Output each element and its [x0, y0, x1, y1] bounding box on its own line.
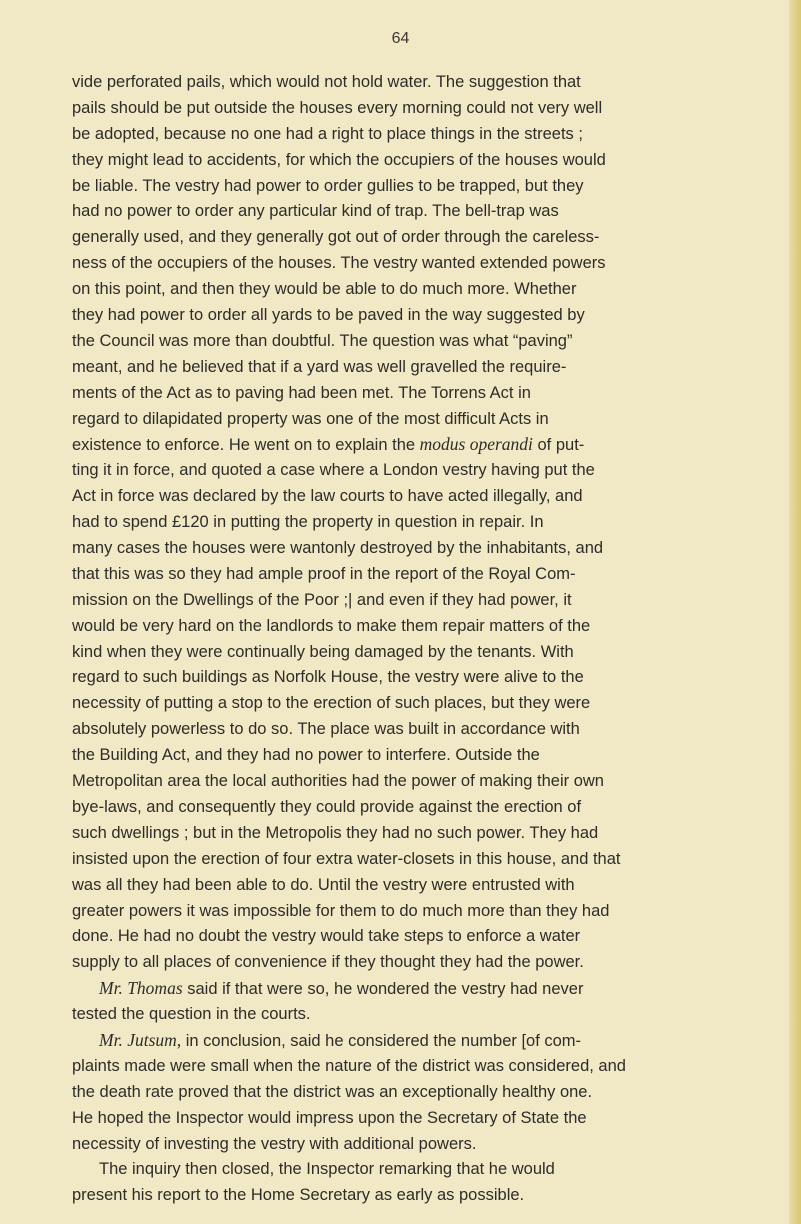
text-segment: in conclusion, said he considered the number [of com- — [181, 1031, 582, 1050]
text-line: mission on the Dwellings of the Poor ;| and even if they had power, it — [72, 590, 572, 609]
text-line: insisted upon the erection of four extra water-closets in this house, and that — [72, 849, 621, 868]
speaker-name: Mr. Jutsum, — [99, 1029, 182, 1050]
text-line: generally used, and they generally got out of order through the careless- — [72, 228, 600, 247]
text-line: they had power to order all yards to be paved in the way suggested by — [72, 306, 585, 325]
text-line: would be very hard on the landlords to make them repair matters of the — [72, 616, 591, 635]
text-line: many cases the houses were wantonly destroyed by the inhabitants, and — [72, 539, 604, 558]
text-line: had no power to order any particular kind of trap. The bell-trap was — [72, 202, 559, 221]
text-line: necessity of investing the vestry with additional powers. — [72, 1134, 477, 1153]
text-line: tested the question in the courts. — [72, 1005, 311, 1024]
text-line: ting it in force, and quoted a case where a London vestry having put the — [72, 461, 595, 480]
text-line: kind when they were continually being damaged by the tenants. With — [72, 642, 574, 661]
text-segment: of put- — [532, 436, 585, 455]
text-line — [72, 1028, 796, 1054]
text-line: they might lead to accidents, for which the occupiers of the houses would — [72, 150, 606, 169]
speaker-name: Mr. Thomas — [99, 978, 183, 999]
text-line: pails should be put outside the houses every morning could not very well — [72, 98, 603, 117]
text-line: greater powers it was impossible for them to do much more than they had — [72, 901, 610, 920]
text-line: meant, and he believed that if a yard was well gravelled the require- — [72, 357, 567, 376]
text-line: ments of the Act as to paving had been met. The Torrens Act in — [72, 383, 531, 402]
text-line: be adopted, because no one had a right to place things in the streets ; — [72, 124, 583, 143]
page-number: 64 — [391, 30, 410, 47]
text-line: done. He had no doubt the vestry would take steps to enforce a water — [72, 927, 581, 946]
text-line: He hoped the Inspector would impress upon the Secretary of State the — [72, 1108, 587, 1127]
text-segment: existence to enforce. He went on to explain the — [72, 436, 416, 455]
text-line: that this was so they had ample proof in the report of the Royal Com- — [72, 564, 576, 583]
text-line: was all they had been able to do. Until the vestry were entrusted with — [72, 875, 575, 894]
text-line — [72, 976, 796, 1002]
text-line: ness of the occupiers of the houses. The vestry wanted extended powers — [72, 254, 606, 273]
text-line: bye-laws, and consequently they could provide against the erection of — [72, 797, 582, 816]
text-line: the Council was more than doubtful. The question was what “paving” — [72, 331, 573, 350]
text-line: vide perforated pails, which would not hold water. The suggestion that — [72, 73, 581, 91]
text-line: had to spend £120 in putting the property in question in repair. In — [72, 513, 544, 532]
text-line: the Building Act, and they had no power to interfere. Outside the — [72, 746, 540, 765]
text-line: regard to dilapidated property was one of the most difficult Acts in — [72, 409, 549, 428]
text-line: Act in force was declared by the law courts to have acted illegally, and — [72, 487, 583, 506]
text-line: necessity of putting a stop to the erection of such places, but they were — [72, 694, 591, 713]
text-line: Metropolitan area the local authorities had the power of making their own — [72, 772, 604, 791]
text-line: such dwellings ; but in the Metropolis they had no such power. They had — [72, 823, 599, 842]
text-line — [72, 432, 796, 458]
text-line: present his report to the Home Secretary as early as possible. — [72, 1186, 525, 1205]
body-text — [72, 70, 796, 1209]
text-line: the death rate proved that the district was an exceptionally healthy one. — [72, 1082, 593, 1101]
text-line: The inquiry then closed, the Inspector remarking that he would — [99, 1160, 555, 1179]
italic-term: modus operandi — [419, 434, 533, 455]
text-line: be liable. The vestry had power to order gullies to be trapped, but they — [72, 176, 584, 195]
text-line: supply to all places of convenience if they thought they had the power. — [72, 953, 584, 972]
text-line: plaints made were small when the nature of the district was considered, and — [72, 1056, 626, 1075]
text-line: on this point, and then they would be able to do much more. Whether — [72, 280, 577, 299]
text-segment: said if that were so, he wondered the vestry had never — [182, 980, 584, 999]
text-line: absolutely powerless to do so. The place was built in accordance with — [72, 720, 580, 739]
text-line: regard to such buildings as Norfolk House, the vestry were alive to the — [72, 668, 584, 687]
